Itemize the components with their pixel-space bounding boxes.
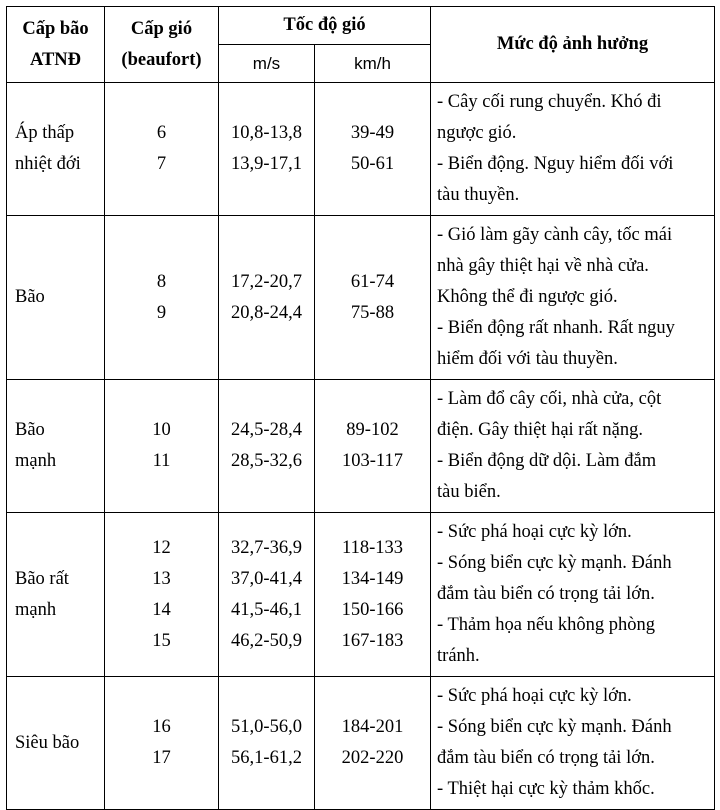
speed-kmh-value: 75-88 <box>350 302 395 323</box>
speed-kmh-value: 184-201 <box>341 717 404 737</box>
storm-category-text: Bão rất <box>15 568 69 589</box>
impact-item <box>437 712 706 774</box>
speed-ms-value: 24,5-28,4 <box>231 420 302 440</box>
header-wind-level-line-2: (beaufort) <box>121 49 202 70</box>
beaufort-level-cell <box>105 83 219 216</box>
impact-text: - Thiệt hại cực kỳ thảm khốc. <box>437 779 655 799</box>
storm-wind-table <box>6 6 715 810</box>
speed-ms-value: 32,7-36,9 <box>231 537 302 558</box>
speed-kmh-value: 39-49 <box>350 123 395 143</box>
header-wind-speed: Tốc độ gió <box>219 7 431 45</box>
beaufort-level-value: 11 <box>152 451 171 471</box>
storm-category-text: Bão <box>15 420 45 440</box>
speed-kmh-cell <box>315 677 431 810</box>
speed-kmh-value: 89-102 <box>346 420 399 440</box>
storm-category-text: Bão <box>15 287 45 307</box>
speed-kmh-value: 118-133 <box>342 537 403 558</box>
beaufort-level-cell <box>105 677 219 810</box>
header-impact: Mức độ ảnh hưởng <box>431 7 715 83</box>
storm-category-cell <box>7 380 105 513</box>
impact-text: - Sức phá hoại cực kỳ lớn. <box>437 522 632 542</box>
speed-kmh-value: 150-166 <box>341 599 404 620</box>
speed-kmh-value: 61-74 <box>350 271 395 292</box>
impact-item <box>437 87 706 149</box>
table-row <box>7 677 715 810</box>
speed-ms-cell <box>219 513 315 677</box>
speed-kmh-value: 167-183 <box>341 630 404 651</box>
beaufort-level-value: 10 <box>152 420 171 440</box>
beaufort-level-value: 17 <box>152 748 171 768</box>
speed-ms-cell <box>219 380 315 513</box>
impact-text: - Biển động rất nhanh. Rất nguy <box>437 318 675 338</box>
beaufort-level-cell <box>105 513 219 677</box>
impact-text: đắm tàu biển có trọng tải lớn. <box>437 748 655 768</box>
impact-text: điện. Gây thiệt hại rất nặng. <box>437 420 644 440</box>
beaufort-level-value: 15 <box>152 630 171 651</box>
impact-item <box>437 548 706 610</box>
speed-ms-value: 17,2-20,7 <box>231 271 302 292</box>
impact-item <box>437 774 706 805</box>
impact-cell <box>431 380 715 513</box>
beaufort-level-cell <box>105 380 219 513</box>
impact-text: nhà gây thiệt hại về nhà cửa. <box>437 256 649 276</box>
beaufort-level-cell <box>105 216 219 380</box>
header-wind-level <box>105 7 219 83</box>
beaufort-level-value: 16 <box>152 717 171 737</box>
speed-ms-value: 37,0-41,4 <box>231 568 302 589</box>
speed-ms-value: 10,8-13,8 <box>231 123 302 143</box>
storm-category-cell <box>7 83 105 216</box>
beaufort-level-value: 8 <box>156 271 167 292</box>
speed-ms-value: 41,5-46,1 <box>231 599 302 620</box>
storm-category-cell <box>7 677 105 810</box>
impact-text: tàu thuyền. <box>437 185 520 205</box>
impact-text: tránh. <box>437 646 480 666</box>
impact-item <box>437 681 706 712</box>
impact-item <box>437 384 706 446</box>
impact-text: Không thể đi ngược gió. <box>437 287 618 307</box>
storm-category-cell <box>7 216 105 380</box>
impact-text: - Biển động. Nguy hiểm đối với <box>437 154 674 174</box>
speed-ms-value: 20,8-24,4 <box>231 302 302 323</box>
speed-ms-cell <box>219 216 315 380</box>
header-storm-level-line-1: Cấp bão <box>22 18 89 39</box>
table-body <box>7 83 715 810</box>
beaufort-level-value: 12 <box>152 537 171 558</box>
impact-text: tàu biển. <box>437 482 501 502</box>
impact-item <box>437 220 706 313</box>
speed-ms-cell <box>219 677 315 810</box>
impact-text: - Sóng biển cực kỳ mạnh. Đánh <box>437 717 672 737</box>
impact-text: - Gió làm gãy cành cây, tốc mái <box>437 225 673 245</box>
beaufort-level-value: 9 <box>156 302 167 323</box>
table-row <box>7 83 715 216</box>
speed-kmh-cell <box>315 83 431 216</box>
header-storm-level <box>7 7 105 83</box>
impact-item <box>437 610 706 672</box>
header-storm-level-line-2: ATNĐ <box>29 49 82 70</box>
speed-ms-value: 28,5-32,6 <box>231 451 302 471</box>
table-row <box>7 380 715 513</box>
impact-text: - Biển động dữ dội. Làm đắm <box>437 451 657 471</box>
speed-ms-value: 13,9-17,1 <box>231 154 302 174</box>
storm-category-text: mạnh <box>15 599 57 620</box>
impact-cell <box>431 513 715 677</box>
impact-text: hiểm đối với tàu thuyền. <box>437 349 618 369</box>
storm-category-text: nhiệt đới <box>15 154 81 174</box>
impact-item <box>437 313 706 375</box>
storm-category-text: Áp thấp <box>15 123 75 143</box>
impact-text: - Cây cối rung chuyển. Khó đi <box>437 92 662 112</box>
header-wind-level-line-1: Cấp gió <box>130 18 193 39</box>
impact-text: - Sức phá hoại cực kỳ lớn. <box>437 686 632 706</box>
speed-kmh-cell <box>315 380 431 513</box>
speed-kmh-cell <box>315 216 431 380</box>
impact-item <box>437 517 706 548</box>
impact-text: ngược gió. <box>437 123 517 143</box>
table-row <box>7 216 715 380</box>
speed-kmh-value: 202-220 <box>341 748 404 768</box>
beaufort-level-value: 7 <box>156 154 167 174</box>
speed-kmh-value: 50-61 <box>350 154 395 174</box>
storm-category-text: mạnh <box>15 451 57 471</box>
impact-text: - Thảm họa nếu không phòng <box>437 615 656 635</box>
impact-cell <box>431 216 715 380</box>
beaufort-level-value: 13 <box>152 568 171 589</box>
impact-text: đắm tàu biển có trọng tải lớn. <box>437 584 655 604</box>
header-row-top <box>7 7 715 45</box>
impact-text: - Làm đổ cây cối, nhà cửa, cột <box>437 389 662 409</box>
storm-category-cell <box>7 513 105 677</box>
speed-ms-value: 46,2-50,9 <box>231 630 302 651</box>
impact-text: - Sóng biển cực kỳ mạnh. Đánh <box>437 553 672 573</box>
speed-ms-value: 56,1-61,2 <box>231 748 302 768</box>
header-unit-ms: m/s <box>219 45 315 83</box>
header-unit-kmh: km/h <box>315 45 431 83</box>
speed-ms-cell <box>219 83 315 216</box>
beaufort-level-value: 14 <box>152 599 171 620</box>
beaufort-level-value: 6 <box>156 123 167 143</box>
speed-kmh-value: 103-117 <box>342 451 403 471</box>
impact-item <box>437 149 706 211</box>
speed-ms-value: 51,0-56,0 <box>231 717 302 737</box>
speed-kmh-cell <box>315 513 431 677</box>
impact-item <box>437 446 706 508</box>
speed-kmh-value: 134-149 <box>341 568 404 589</box>
table-row <box>7 513 715 677</box>
impact-cell <box>431 677 715 810</box>
impact-cell <box>431 83 715 216</box>
storm-category-text: Siêu bão <box>15 732 80 753</box>
